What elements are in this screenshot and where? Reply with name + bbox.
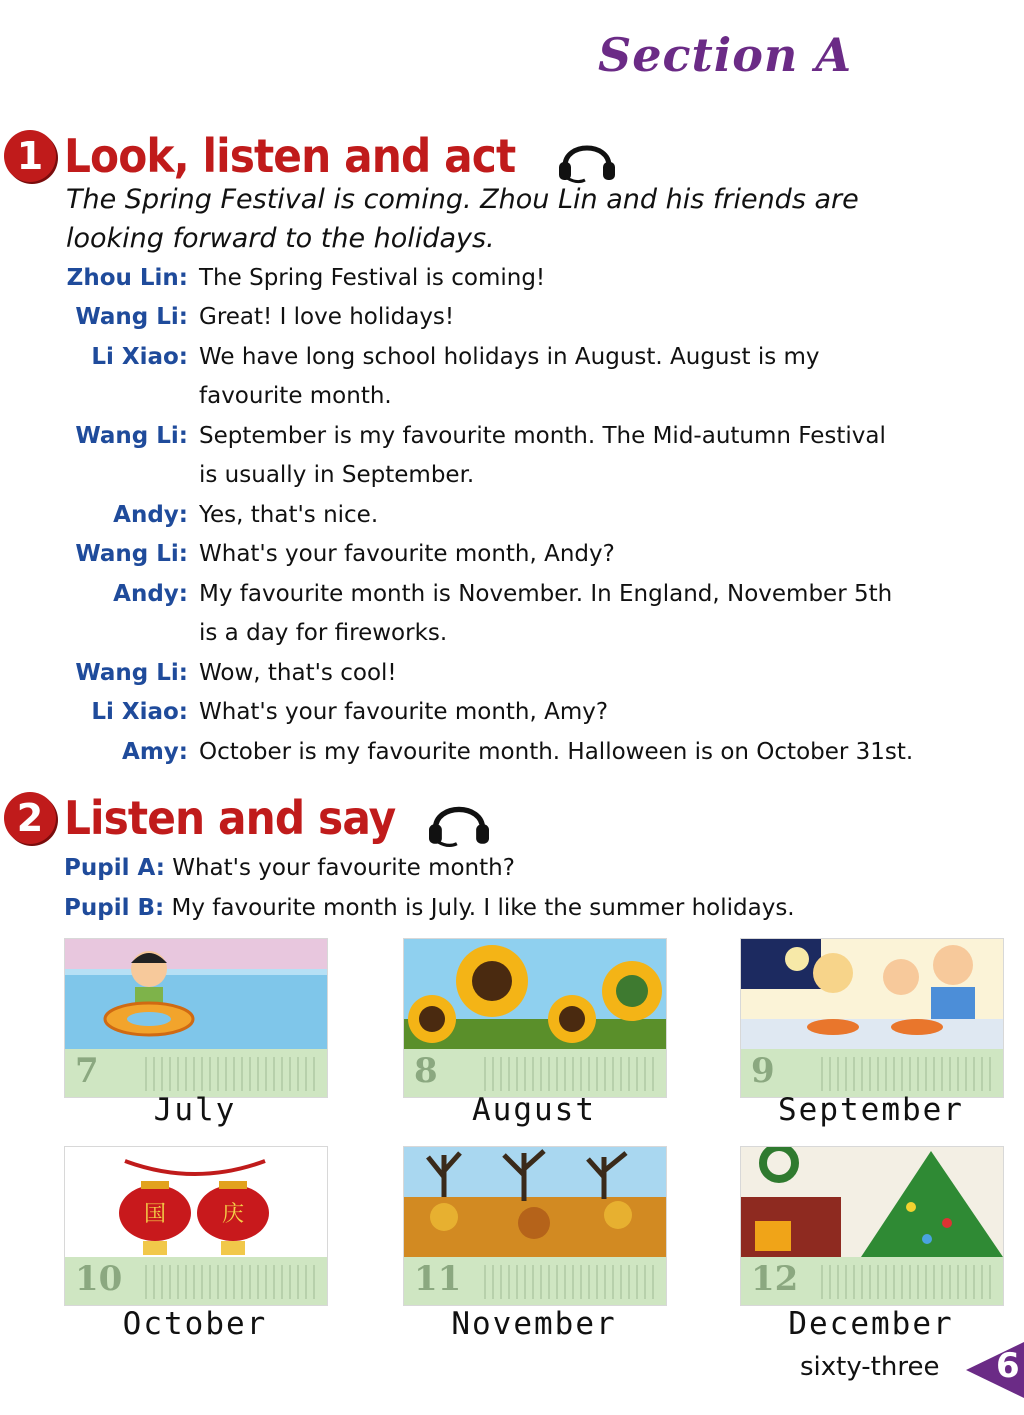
dialogue-text: What's your favourite month, Andy? [199,541,615,567]
month-label-august: August [472,1092,596,1128]
speaker-label: Andy: [113,581,188,607]
speaker-label: Wang Li: [75,423,188,449]
speaker-label: Zhou Lin: [66,265,188,291]
dialogue-text: Great! I love holidays! [199,304,455,330]
month-label-december: December [788,1306,954,1342]
headphones-icon [555,128,619,184]
september-family-illustration [741,939,1003,1049]
pupil-a-text: What's your favourite month? [164,855,515,881]
intro-line-2: looking forward to the holidays. [66,223,495,254]
speaker-label: Wang Li: [75,304,188,330]
part1-intro [66,180,966,258]
dialogue-text: is usually in September. [199,462,475,488]
dialogue-text: What's your favourite month, Amy? [199,699,609,725]
calendar-strip [65,1049,327,1097]
calendar-strip [404,1257,666,1305]
pupil-b-line [64,889,795,928]
month-tile-september [740,938,1004,1098]
part2-title: Listen and say [64,791,396,845]
speaker-label: Wang Li: [75,541,188,567]
dialogue-text: We have long school holidays in August. August is my [199,344,820,370]
dialogue-text: The Spring Festival is coming! [199,265,546,291]
calendar-dates [145,1057,315,1091]
speaker-label: Andy: [113,502,188,528]
august-sunflowers-illustration [404,939,666,1049]
dialogue-text: October is my favourite month. Halloween is on October 31st. [199,739,914,765]
page-number-words: sixty-three [800,1352,940,1382]
calendar-strip [404,1049,666,1097]
month-label-november: November [451,1306,617,1342]
pupil-b-label: Pupil B: [64,895,165,921]
lantern-character-left: 国 [143,1202,167,1227]
month-number: 10 [75,1259,123,1299]
part1-title: Look, listen and act [64,129,516,183]
speaker-label: Li Xiao: [91,344,188,370]
december-christmas-illustration [741,1147,1003,1257]
pupil-b-text: My favourite month is July. I like the summer holidays. [164,895,795,921]
july-pool-illustration [65,939,327,1049]
lantern-character-right: 庆 [221,1202,245,1227]
page-number: 6 [996,1346,1020,1386]
calendar-dates [484,1265,654,1299]
november-trees-illustration [404,1147,666,1257]
pupil-a-label: Pupil A: [64,855,165,881]
part1-number: 1 [4,130,56,182]
month-number: 11 [414,1259,462,1299]
part1-heading [4,128,619,184]
speaker-label: Amy: [122,739,188,765]
month-label-july: July [153,1092,237,1128]
calendar-strip [741,1049,1003,1097]
calendar-strip [65,1257,327,1305]
speaker-label: Li Xiao: [91,699,188,725]
dialogue-text: Yes, that's nice. [199,502,379,528]
intro-line-1: The Spring Festival is coming. Zhou Lin and his friends are [66,184,859,215]
month-tile-october [64,1146,328,1306]
month-tile-july [64,938,328,1098]
october-lanterns-illustration [65,1147,327,1257]
dialogue-text: is a day for fireworks. [199,620,448,646]
month-tile-november [403,1146,667,1306]
part2-heading [4,788,494,848]
calendar-dates [145,1265,315,1299]
calendar-dates [821,1265,991,1299]
calendar-dates [484,1057,654,1091]
month-number: 9 [751,1051,775,1091]
dialogue-text: Wow, that's cool! [199,660,397,686]
dialogue-text: September is my favourite month. The Mid-autumn Festival [199,423,886,449]
month-label-september: September [778,1092,964,1128]
dialogue-text: My favourite month is November. In England, November 5th [199,581,893,607]
speaker-label: Wang Li: [75,660,188,686]
month-number: 7 [75,1051,99,1091]
month-number: 8 [414,1051,438,1091]
headphones-icon [424,788,494,848]
month-number: 12 [751,1259,799,1299]
dialogue-text: favourite month. [199,383,392,409]
part2-number: 2 [4,792,56,844]
month-label-october: October [122,1306,268,1342]
pupil-a-line [64,849,515,888]
calendar-dates [821,1057,991,1091]
calendar-strip [741,1257,1003,1305]
section-title: Section A [598,28,853,82]
month-tile-december [740,1146,1004,1306]
month-tile-august [403,938,667,1098]
